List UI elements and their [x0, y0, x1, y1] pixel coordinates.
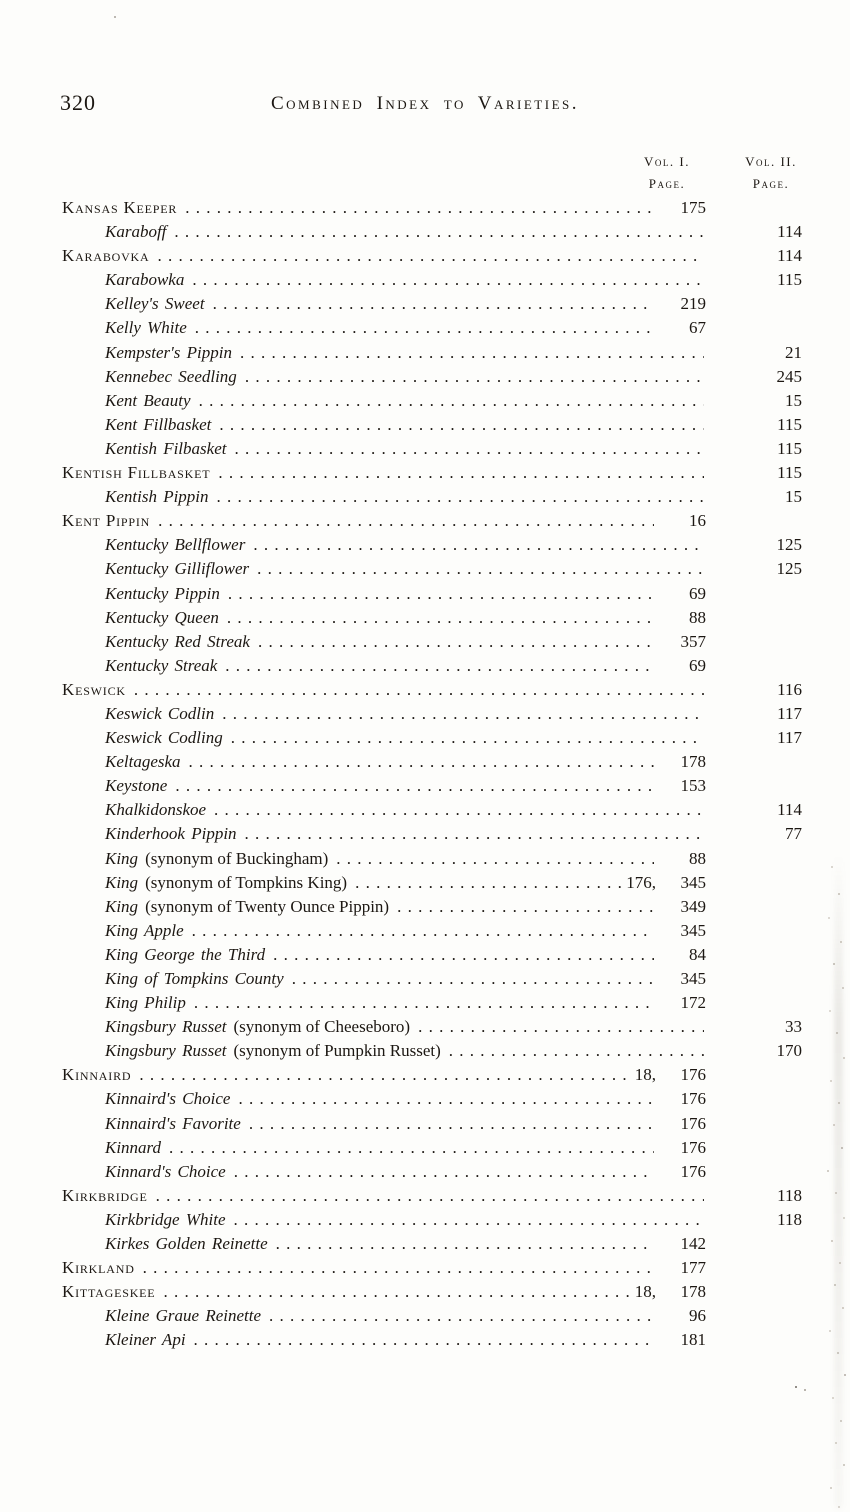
entry-vol1-page-number: 181: [680, 1330, 706, 1350]
index-entry-row: [62, 654, 802, 678]
index-entry-row: [62, 847, 802, 871]
dot-leader: [245, 822, 704, 846]
index-entry-row: [62, 630, 802, 654]
entry-name: Kentucky Streak: [105, 655, 218, 675]
entry-name: Kinnaird: [62, 1065, 132, 1085]
index-entry-row: [62, 919, 802, 943]
index-entry-row: [62, 798, 802, 822]
dot-leader: [234, 1208, 704, 1232]
column-header-vol2: [716, 151, 826, 195]
dot-leader: [234, 437, 704, 461]
index-entry-row: [62, 1112, 802, 1136]
entry-vol2-page-number: 118: [777, 1209, 802, 1229]
entry-vol1-page-number: 349: [680, 896, 706, 916]
index-entry-row: [62, 774, 802, 798]
index-entry-row: [62, 1087, 802, 1111]
entry-vol1-page-number: 84: [689, 944, 706, 964]
index-entry-row: [62, 702, 802, 726]
entry-name: Kinnard's Choice: [105, 1161, 226, 1181]
index-entry-row: [62, 895, 802, 919]
scan-noise: [0, 0, 2, 2]
entry-name: Kirkbridge White: [105, 1209, 226, 1229]
entry-name: Kelley's Sweet: [105, 294, 205, 314]
entry-vol1-page-number: 178: [680, 1282, 706, 1302]
entry-vol1-page-number: 345: [680, 872, 706, 892]
index-entry-row: [62, 413, 802, 437]
index-entry-row: [62, 582, 802, 606]
dot-leader: [228, 582, 654, 606]
dot-leader: [269, 1304, 654, 1328]
page-number: 320: [60, 90, 96, 115]
dot-leader: [257, 557, 704, 581]
dot-leader: [157, 244, 704, 268]
entry-vol2-page-number: 115: [777, 414, 802, 434]
entry-name: Keswick Codling: [105, 728, 223, 748]
entry-vol1-page-number: 176: [680, 1161, 706, 1181]
entry-name: Keystone: [105, 776, 168, 796]
dot-leader: [217, 485, 704, 509]
dot-leader: [219, 413, 704, 437]
entry-synonym-note: (synonym of Twenty Ounce Pippin): [145, 896, 390, 916]
entry-name: Kinnaird's Favorite: [105, 1113, 241, 1133]
index-entry-row: [62, 943, 802, 967]
index-entry-row: [62, 871, 802, 895]
dot-leader: [139, 1063, 631, 1087]
index-entry-row: [62, 485, 802, 509]
index-entry-row: [62, 1208, 802, 1232]
dot-leader: [174, 220, 704, 244]
dot-leader: [227, 606, 654, 630]
page-title: Combined Index to Varieties.: [270, 93, 579, 114]
entry-name: Kentish Filbasket: [105, 438, 227, 458]
entry-name: Kentish Pippin: [105, 487, 209, 507]
dot-leader: [336, 847, 654, 871]
entry-vol2-page-number: 117: [777, 703, 802, 723]
dot-leader: [134, 678, 704, 702]
vol2-page-label: Page.: [752, 176, 790, 191]
index-entry-row: [62, 726, 802, 750]
entry-vol2-page-number: 77: [785, 824, 802, 844]
entry-vol1-page-number: 153: [680, 776, 706, 796]
dot-leader: [189, 750, 654, 774]
entry-synonym-note: (synonym of Buckingham): [145, 848, 329, 868]
entry-vol1-page-number: 67: [689, 318, 706, 338]
entry-vol2-page-number: 115: [777, 438, 802, 458]
entry-name: Karabowka: [105, 270, 185, 290]
index-entry-row: [62, 678, 802, 702]
vol1-label: Vol. I.: [644, 154, 690, 169]
entry-vol2-page-number: 118: [777, 1185, 802, 1205]
index-list: [62, 196, 802, 1353]
index-entry-row: [62, 606, 802, 630]
entry-synonym-note: (synonym of Tompkins King): [145, 872, 348, 892]
dot-leader: [185, 196, 654, 220]
index-entry-row: [62, 1160, 802, 1184]
entry-name: Kentucky Bellflower: [105, 535, 246, 555]
entry-vol1-page-number: 175: [680, 198, 706, 217]
column-header-vol1: [612, 151, 722, 195]
index-entry-row: [62, 1039, 802, 1063]
entry-name: Kentucky Gilliflower: [105, 559, 250, 579]
entry-name: Kingsbury Russet: [105, 1041, 227, 1061]
dot-leader: [195, 316, 654, 340]
entry-vol2-page-number: 115: [777, 270, 802, 290]
entry-vol2-page-number: 114: [777, 800, 802, 820]
index-entry-row: [62, 341, 802, 365]
entry-name: King George the Third: [105, 944, 266, 964]
dot-leader: [156, 1184, 704, 1208]
index-entry-row: [62, 1063, 802, 1087]
dot-leader: [163, 1280, 631, 1304]
index-entry-row: [62, 365, 802, 389]
entry-vol2-page-number: 125: [776, 535, 802, 555]
dot-leader: [238, 1087, 654, 1111]
index-entry-row: [62, 1256, 802, 1280]
entry-name: Kempster's Pippin: [105, 342, 232, 362]
entry-extra-page-number: 18,: [634, 1282, 656, 1302]
entry-name: Kentucky Red Streak: [105, 631, 250, 651]
index-entry-row: [62, 220, 802, 244]
entry-name: Kingsbury Russet: [105, 1017, 227, 1037]
entry-name: Kirkland: [62, 1258, 135, 1278]
entry-vol2-page-number: 170: [776, 1041, 802, 1061]
index-entry-row: [62, 389, 802, 413]
entry-name: King: [105, 896, 139, 916]
dot-leader: [240, 341, 704, 365]
index-entry-row: [62, 461, 802, 485]
entry-name: Kansas Keeper: [62, 198, 178, 217]
dot-leader: [253, 533, 704, 557]
index-entry-row: [62, 437, 802, 461]
entry-vol1-page-number: 172: [680, 993, 706, 1013]
index-entry-row: [62, 196, 802, 220]
entry-name: King: [105, 872, 139, 892]
scan-smudge: [834, 855, 843, 1510]
entry-name: King: [105, 848, 139, 868]
entry-name: King Apple: [105, 920, 184, 940]
index-entry-row: [62, 991, 802, 1015]
entry-name: Karaboff: [105, 222, 167, 242]
vol2-label: Vol. II.: [745, 154, 797, 169]
dot-leader: [194, 991, 654, 1015]
entry-vol2-page-number: 114: [777, 222, 802, 242]
index-entry-row: [62, 1280, 802, 1304]
entry-vol2-page-number: 21: [785, 342, 802, 362]
dot-leader: [292, 967, 654, 991]
entry-vol1-page-number: 345: [680, 920, 706, 940]
entry-synonym-note: (synonym of Cheeseboro): [233, 1017, 411, 1037]
entry-name: Keswick: [62, 679, 126, 699]
entry-vol1-page-number: 345: [680, 969, 706, 988]
dot-leader: [245, 365, 704, 389]
entry-vol1-page-number: 219: [680, 294, 706, 314]
index-entry-row: [62, 316, 802, 340]
dot-leader: [194, 1328, 654, 1352]
dot-leader: [276, 1232, 654, 1256]
index-entry-row: [62, 1304, 802, 1328]
entry-name: Kentucky Queen: [105, 607, 219, 627]
entry-vol2-page-number: 245: [776, 366, 802, 386]
index-entry-row: [62, 1136, 802, 1160]
dot-leader: [234, 1160, 654, 1184]
entry-vol1-page-number: 69: [689, 655, 706, 675]
entry-vol1-page-number: 69: [689, 583, 706, 603]
entry-name: Kent Fillbasket: [105, 414, 212, 434]
index-entry-row: [62, 268, 802, 292]
entry-vol1-page-number: 177: [680, 1258, 706, 1278]
index-entry-row: [62, 750, 802, 774]
index-entry-row: [62, 292, 802, 316]
dot-leader: [249, 1112, 654, 1136]
entry-vol1-page-number: 176: [680, 1089, 706, 1109]
entry-vol2-page-number: 15: [785, 390, 802, 410]
entry-name: Kirkes Golden Reinette: [105, 1234, 268, 1254]
dot-leader: [192, 919, 654, 943]
entry-name: Kent Beauty: [105, 390, 191, 410]
entry-extra-page-number: 18,: [634, 1065, 656, 1085]
entry-vol1-page-number: 142: [680, 1234, 706, 1254]
entry-vol2-page-number: 114: [777, 246, 802, 266]
entry-vol2-page-number: 116: [777, 679, 802, 699]
dot-leader: [175, 774, 654, 798]
entry-vol1-page-number: 178: [680, 752, 706, 772]
dot-leader: [158, 509, 654, 533]
entry-vol2-page-number: 15: [785, 487, 802, 507]
dot-leader: [169, 1136, 654, 1160]
vol1-page-label: Page.: [648, 176, 686, 191]
entry-vol1-page-number: 88: [689, 607, 706, 627]
entry-name: Kent Pippin: [62, 511, 151, 531]
dot-leader: [273, 943, 654, 967]
dot-leader: [218, 461, 704, 485]
entry-name: Kelly White: [105, 318, 187, 338]
dot-leader: [192, 268, 704, 292]
entry-name: Kinnard: [105, 1137, 162, 1157]
index-entry-row: [62, 1015, 802, 1039]
dot-leader: [143, 1256, 654, 1280]
index-entry-row: [62, 244, 802, 268]
entry-name: Kentucky Pippin: [105, 583, 220, 603]
entry-name: Keltageska: [105, 752, 181, 772]
entry-name: King of Tompkins County: [105, 969, 284, 988]
index-entry-row: [62, 1232, 802, 1256]
dot-leader: [355, 871, 623, 895]
entry-vol1-page-number: 88: [689, 848, 706, 868]
entry-name: King Philip: [105, 993, 186, 1013]
entry-name: Keswick Codlin: [105, 703, 215, 723]
dot-leader: [213, 292, 654, 316]
entry-vol1-page-number: 357: [680, 631, 706, 651]
entry-name: Kleiner Api: [105, 1330, 186, 1350]
entry-name: Khalkidonskoe: [105, 800, 207, 820]
dot-leader: [258, 630, 654, 654]
entry-vol1-page-number: 16: [689, 511, 706, 531]
dot-leader: [222, 702, 704, 726]
entry-vol1-page-number: 176: [680, 1065, 706, 1085]
dot-leader: [231, 726, 704, 750]
index-entry-row: [62, 967, 802, 991]
dot-leader: [199, 389, 704, 413]
index-entry-row: [62, 1328, 802, 1352]
entry-name: Kirkbridge: [62, 1185, 148, 1205]
entry-extra-page-number: 176,: [626, 872, 656, 892]
index-entry-row: [62, 822, 802, 846]
entry-vol2-page-number: 117: [777, 728, 802, 748]
dot-leader: [397, 895, 654, 919]
index-entry-row: [62, 509, 802, 533]
entry-vol1-page-number: 96: [689, 1306, 706, 1326]
entry-name: Kittageskee: [62, 1282, 156, 1302]
index-entry-row: [62, 557, 802, 581]
entry-vol2-page-number: 115: [777, 463, 802, 483]
entry-name: Kentish Fillbasket: [62, 463, 211, 483]
entry-vol2-page-number: 33: [785, 1017, 802, 1037]
entry-name: Kennebec Seedling: [105, 366, 237, 386]
dot-leader: [225, 654, 654, 678]
entry-synonym-note: (synonym of Pumpkin Russet): [233, 1041, 441, 1061]
index-entry-row: [62, 533, 802, 557]
entry-name: Karabovka: [62, 246, 150, 266]
dot-leader: [214, 798, 704, 822]
entry-name: Kinnaird's Choice: [105, 1089, 231, 1109]
entry-vol1-page-number: 176: [680, 1137, 706, 1157]
entry-vol2-page-number: 125: [776, 559, 802, 579]
entry-name: Kleine Graue Reinette: [105, 1306, 262, 1326]
dot-leader: [449, 1039, 704, 1063]
dot-leader: [418, 1015, 704, 1039]
entry-vol1-page-number: 176: [680, 1113, 706, 1133]
index-entry-row: [62, 1184, 802, 1208]
entry-name: Kinderhook Pippin: [105, 824, 237, 844]
